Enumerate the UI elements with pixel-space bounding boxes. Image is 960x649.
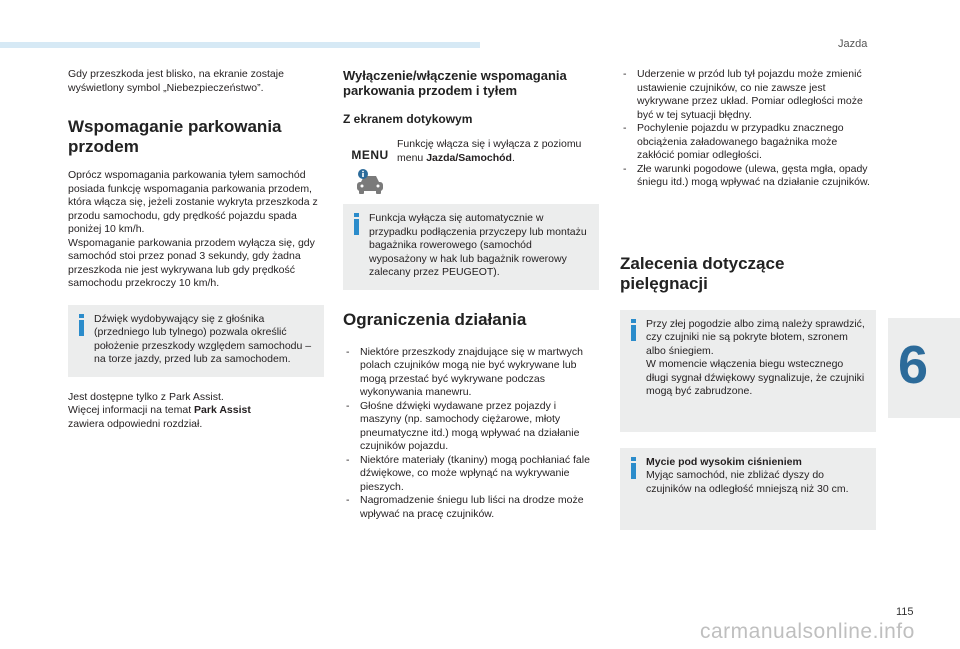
- front-parking-paragraph: Oprócz wspomagania parkowania tyłem samochód posiada funkcję wspomagania parkowania przodem, która włącza się, jeżeli zostanie wykryta przeszkoda z przodu samochodu, gdy prędkość pojazdu spada poniżej 10 km/h.: [68, 169, 318, 235]
- intro-text: Gdy przeszkoda jest blisko, na ekranie zostaje wyświetlony symbol „Niebezpieczeństwo”.: [68, 68, 284, 94]
- park-assist-bold: Park Assist: [194, 404, 251, 416]
- note-text: Funkcja wyłącza się automatycznie w przypadku podłączenia przyczepy lub montażu bagażnika rowerowego (samochód wyposażony w hak lub bagażnik rowerowy zalecany przez PEUGEOT).: [369, 212, 587, 278]
- section-heading-limitations: Ograniczenia działania: [343, 309, 527, 329]
- section-heading-front-parking: Wspomaganie parkowania przodem: [68, 117, 282, 156]
- note-text: Myjąc samochód, nie zbliżać dyszy do czujników na odległość mniejszą niż 30 cm.: [646, 469, 849, 495]
- note-text-2: W momencie włączenia biegu wstecznego długi sygnał dźwiękowy sygnalizuje, że czujniki mogą być zabrudzone.: [646, 358, 865, 397]
- info-note-trailer: [343, 204, 599, 290]
- limitations-list-continued: [620, 68, 876, 190]
- note-text: Dźwięk wydobywający się z głośnika (przedniego lub tylnego) pozwala określić położenie przeszkody względem samochodu – na torze jazdy, przed lub za samochodem.: [94, 312, 312, 365]
- info-note-speaker: [68, 305, 324, 377]
- subheading-touchscreen: Z ekranem dotykowym: [343, 112, 473, 126]
- info-icon: [630, 457, 637, 479]
- list-item: - Głośne dźwięki wydawane przez pojazdy i maszyny (np. samochody ciężarowe, młoty pneumatyczne itd.) mogą wpływać na działanie czujników pojazdu.: [346, 399, 580, 452]
- availability-line-2: Więcej informacji na temat Park Assist: [68, 404, 251, 416]
- list-item: - Nagromadzenie śniegu lub liści na drodze może wpływać na pracę czujników.: [346, 494, 584, 520]
- menu-instruction: [343, 138, 599, 196]
- vehicle-settings-icon: [353, 168, 387, 196]
- info-icon: [353, 213, 360, 235]
- section-heading-disable: Wyłączenie/włączenie wspomagania parkowania przodem i tyłem: [343, 68, 567, 98]
- front-parking-paragraph-2: Wspomaganie parkowania przodem wyłącza się, gdy samochód stoi przez ponad 3 sekundy, gdy żadna przeszkoda nie jest wykrywana lub gdy prędkość samochodu przekroczy 10 km/h.: [68, 236, 315, 289]
- watermark: carmanualsonline.info: [700, 620, 915, 643]
- list-item: - Uderzenie w przód lub tył pojazdu może zmienić ustawienie czujników, co nie zawsze jest wykrywane przez układ. Pomiar odległości może być w tej sytuacji błędny.: [623, 68, 863, 121]
- column-1: [68, 68, 324, 431]
- note-title: Mycie pod wysokim ciśnieniem: [646, 455, 802, 468]
- info-note-weather: [620, 310, 876, 432]
- availability-line-1: Jest dostępne tylko z Park Assist.: [68, 390, 224, 403]
- chapter-number: 6: [898, 335, 929, 395]
- menu-instruction-text: Funkcję włącza się i wyłącza z poziomu menu Jazda/Samochód.: [397, 138, 582, 164]
- column-3: [620, 68, 876, 530]
- availability-line-3: zawiera odpowiedni rozdział.: [68, 417, 203, 430]
- section-heading-care: Zalecenia dotyczące pielęgnacji: [620, 253, 785, 293]
- info-icon: [630, 319, 637, 341]
- info-note-pressure-washing: [620, 448, 876, 530]
- page-number: 115: [896, 606, 914, 618]
- column-2: [343, 68, 599, 521]
- menu-icon: MENU: [351, 148, 389, 162]
- menu-path-bold: Jazda/Samochód: [426, 151, 512, 164]
- list-item: - Niektóre przeszkody znajdujące się w martwych polach czujników mogą nie być wykrywane lub mogą przestać być wykrywane podczas wykonywania manewru.: [346, 345, 583, 398]
- header-rule: [0, 42, 480, 48]
- list-item: - Pochylenie pojazdu w przypadku znacznego obciążenia załadowanego bagażnika może zakłócić pomiar odległości.: [623, 122, 844, 161]
- limitations-list: [343, 346, 599, 522]
- info-icon: [78, 314, 85, 336]
- chapter-title: Jazda: [838, 38, 868, 50]
- list-item: - Złe warunki pogodowe (ulewa, gęsta mgła, opady śniegu itd.) mogą wpływać na działanie czujników.: [623, 162, 870, 188]
- note-text: Przy złej pogodzie albo zimą należy sprawdzić, czy czujniki nie są pokryte błotem, szronem albo śniegiem.: [646, 317, 865, 357]
- list-item: - Niektóre materiały (tkaniny) mogą pochłaniać fale dźwiękowe, co może wpłynąć na wykrywanie pieszych.: [346, 453, 590, 493]
